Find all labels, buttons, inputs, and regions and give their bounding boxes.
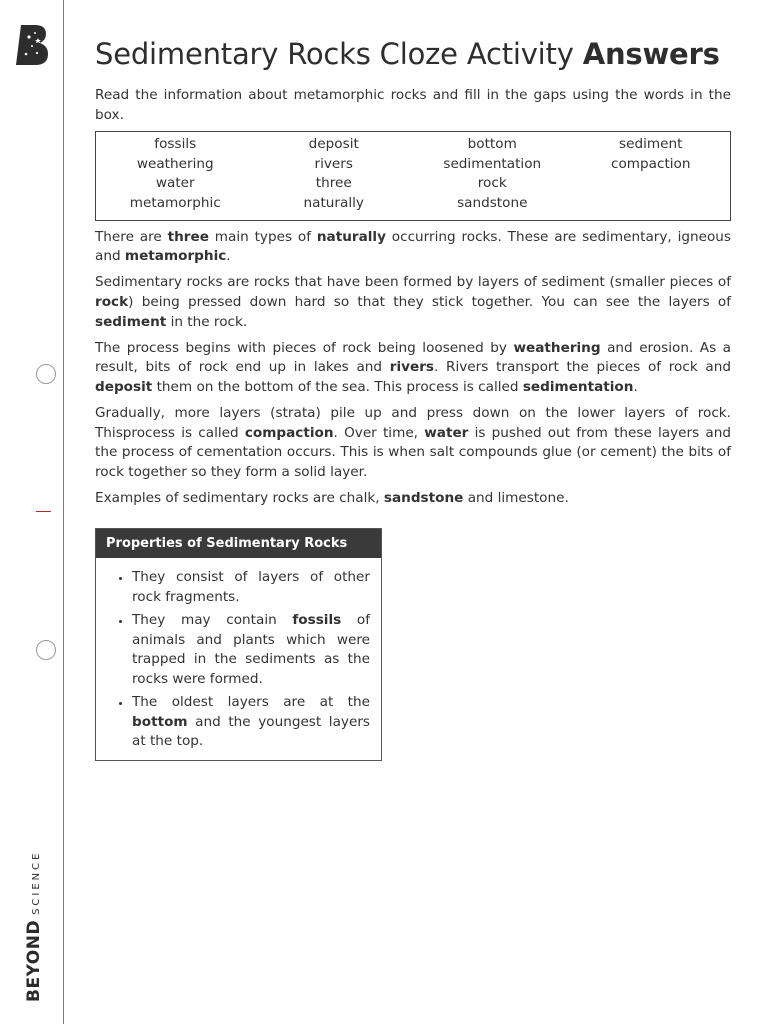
answer-word: weathering [513,339,601,356]
text-run: They consist of layers of other rock fragments. [132,569,370,605]
answer-word: sediment [95,313,167,330]
paragraph [95,339,731,398]
brand-main: BEYOND [24,919,44,1002]
answer-passage [95,228,731,509]
paragraph [95,228,731,267]
word-bank-item: three [315,175,352,192]
word-bank-item: water [155,175,195,192]
text-run: and limestone. [463,489,569,506]
answer-word: rock [95,293,129,310]
text-run: The oldest layers are at the [132,693,370,710]
text-run: Sedimentary rocks are rocks that have been formed by layers of sediment (smaller pieces of [95,274,731,291]
answer-word: rivers [389,359,434,376]
fold-mark [36,511,51,512]
property-item [132,693,370,752]
word-bank-item: metamorphic [129,194,221,211]
paragraph [95,489,731,509]
word-bank-item: sedimentation [443,155,542,172]
text-run: of animals and plants which were trapped in the sediments as the rocks were formed. [132,612,370,687]
text-run: them on the bottom of the sea. This process is called [152,378,523,395]
answer-word: bottom [132,713,188,730]
text-run: Examples of sedimentary rocks are chalk, [95,489,384,506]
word-bank-item: sediment [619,136,683,153]
paragraph [95,404,731,482]
text-run: . [633,378,638,395]
text-run: and erosion. As a result, bits of rock end up in lakes and [95,339,732,376]
page-title: Sedimentary Rocks Cloze Activity Answers [95,37,720,71]
binder-hole-icon [36,364,56,384]
title-emphasis: Answers [582,37,720,71]
text-run: . Rivers transport the pieces of rock and [434,359,731,376]
answer-word: fossils [292,612,342,629]
text-run: main types of [208,228,317,245]
text-run: The process begins with pieces of rock being loosened by [95,339,514,356]
word-bank-item: deposit [308,136,359,153]
text-run: . [226,248,231,265]
text-run: and the youngest layers at the top. [132,713,370,750]
word-bank-item: fossils [154,136,197,153]
answer-word: sandstone [383,489,464,506]
property-item [132,568,370,607]
answer-word: water [424,424,469,441]
word-bank-item: bottom [467,136,517,153]
text-run: Gradually, more layers (strata) pile up and press down on the lower layers of rock. Thisprocess is called [95,404,731,441]
answer-word: naturally [316,228,386,245]
text-run: occurring rocks. These are sedimentary, igneous and [95,228,731,265]
page-margin-line [63,0,64,1024]
answer-word: compaction [244,424,334,441]
answer-word: metamorphic [124,248,227,265]
text-run: . Over time, [333,424,425,441]
answer-word: three [167,228,209,245]
brand-wordmark [24,851,44,1002]
word-bank [95,131,731,221]
word-bank-item: weathering [136,155,214,172]
text-run: There are [95,228,168,245]
word-bank-item: rivers [314,155,353,172]
text-run: in the rock. [166,313,248,330]
word-bank-item: naturally [303,194,364,211]
property-item [132,611,370,689]
answer-word: deposit [95,378,153,395]
properties-list [96,558,381,760]
word-bank-item: rock [477,175,507,192]
worksheet-content [95,34,731,761]
answer-word: sedimentation [522,378,634,395]
brand-sub: SCIENCE [31,850,42,915]
word-bank-item: sandstone [457,194,528,211]
word-bank-item: compaction [610,155,691,172]
instructions: Read the information about metamorphic rocks and fill in the gaps using the words in the box. [95,87,731,123]
paragraph [95,273,731,332]
text-run: is pushed out from these layers and the process of cementation occurs. This is when salt compounds glue (or cement) the bits of rock together so they form a solid layer. [95,424,731,480]
beyond-logo-icon [15,24,49,66]
properties-heading: Properties of Sedimentary Rocks [96,529,381,558]
text-run: They may contain [132,612,293,629]
properties-box [95,528,382,761]
binder-hole-icon [36,640,56,660]
text-run: ) being pressed down hard so that they stick together. You can see the layers of [128,293,731,310]
